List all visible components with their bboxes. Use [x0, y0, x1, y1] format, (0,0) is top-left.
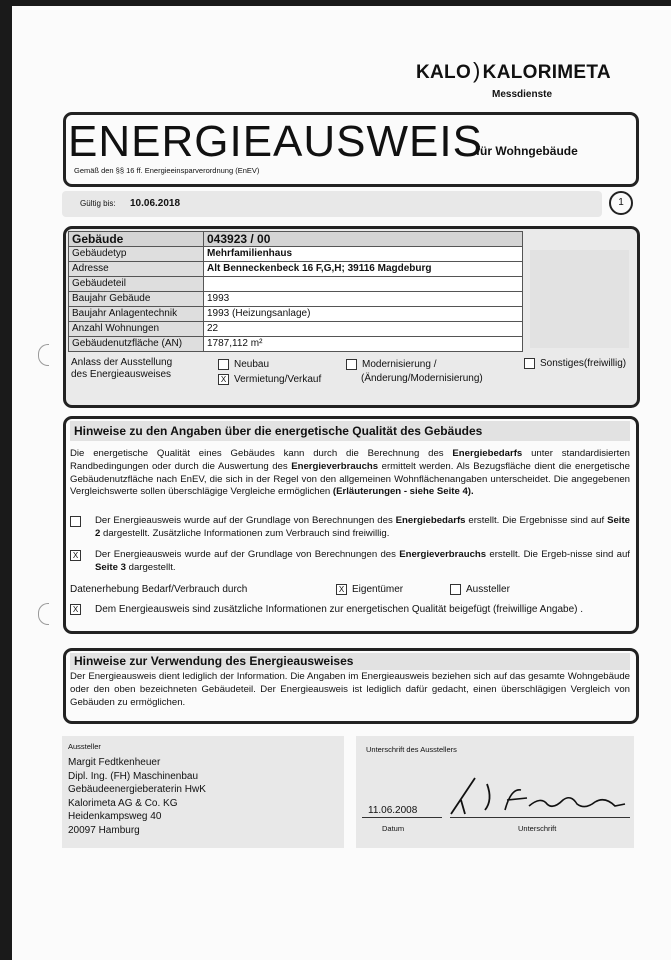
- text-run: Die energetische Qualität eines Gebäudes kann durch die Berechnung des: [70, 448, 453, 459]
- validity-label: Gültig bis:: [80, 199, 116, 208]
- option-sonstiges[interactable]: [524, 358, 626, 369]
- signature-date: 11.06.2008: [368, 805, 418, 816]
- quality-intro: [70, 448, 630, 499]
- row-label: Anzahl Wohnungen: [69, 322, 204, 337]
- text-run: erstellt. Die Ergebnisse sind auf: [465, 515, 608, 526]
- text-run-bold: Energieverbrauchs: [291, 460, 379, 472]
- binder-hole: [38, 344, 49, 366]
- text-run: unter standardisierten Randbedingungen oder durch die Auswertung des: [70, 448, 630, 472]
- option-consumption-based: [70, 549, 630, 575]
- checkbox-sonstiges[interactable]: [524, 358, 535, 369]
- issuer-line: Gebäudeenergieberaterin HwK: [68, 784, 206, 795]
- option-label: Vermietung/Verkauf: [234, 374, 322, 386]
- document-subtitle: für Wohngebäude: [476, 144, 578, 158]
- checkbox-consumption[interactable]: X: [70, 550, 81, 561]
- signature-sign-label: Unterschrift: [518, 824, 557, 833]
- handwritten-signature: [445, 770, 635, 822]
- text-run-bold: Energiebedarfs: [395, 515, 466, 526]
- legal-basis: Gemäß den §§ 16 ff. Energieeinsparverordnung (EnEV): [74, 166, 260, 175]
- signature-line: [450, 817, 630, 818]
- checkbox-demand[interactable]: [70, 516, 81, 527]
- option-modernisierung[interactable]: [346, 359, 436, 370]
- logo-subtitle: Messdienste: [492, 89, 553, 100]
- option-label: Sonstiges(freiwillig): [540, 358, 627, 370]
- building-table: [68, 231, 523, 352]
- plant-year-value: 1993 (Heizungsanlage): [204, 307, 523, 322]
- construction-year-value: 1993: [204, 292, 523, 307]
- building-head-row: [69, 232, 523, 247]
- table-row: [69, 247, 523, 262]
- option-label: Aussteller: [466, 584, 510, 596]
- apartments-value: 22: [204, 322, 523, 337]
- issuer-line: Margit Fedtkenheuer: [68, 757, 161, 768]
- option-modernisierung-sub: (Änderung/Modernisierung): [361, 373, 483, 384]
- row-label: Baujahr Anlagentechnik: [69, 307, 204, 322]
- option-neubau[interactable]: [218, 359, 269, 370]
- checkbox-extra-info[interactable]: X: [70, 604, 81, 615]
- consumption-text: [95, 549, 630, 575]
- signature-label: Unterschrift des Ausstellers: [366, 745, 457, 754]
- usable-area-value: 1787,112 m²: [204, 337, 523, 352]
- date-line: [362, 817, 442, 818]
- building-type-value: Mehrfamilienhaus: [204, 247, 523, 262]
- row-label: Gebäudetyp: [69, 247, 204, 262]
- option-label: Dem Energieausweis sind zusätzliche Informationen zur energetischen Qualität beigefügt (freiwillige Angabe) .: [95, 604, 584, 616]
- row-label: Adresse: [69, 262, 204, 277]
- text-run: dargestellt.: [125, 561, 176, 573]
- row-label: Gebäudeteil: [69, 277, 204, 292]
- checkbox-owner[interactable]: X: [336, 584, 347, 595]
- option-label: Modernisierung /: [362, 359, 437, 371]
- table-row: [69, 322, 523, 337]
- option-extra-info[interactable]: [70, 604, 583, 615]
- option-vermietung[interactable]: [218, 374, 321, 385]
- building-part-value: [204, 277, 523, 292]
- building-id: 043923 / 00: [204, 232, 523, 247]
- row-label: Baujahr Gebäude: [69, 292, 204, 307]
- page-number: 1: [609, 191, 633, 215]
- table-row: [69, 307, 523, 322]
- checkbox-vermietung[interactable]: X: [218, 374, 229, 385]
- text-run-bold: Seite 3: [95, 561, 126, 573]
- usage-text: Der Energieausweis dient lediglich der Information. Die Angaben im Energieausweis beziehen sich auf das gesamte Wohngebäude oder den oben bezeichneten Gebäudeteil. Der Energieausweis ist lediglich dafür gedacht, einen überschlägigen Vergleich von Gebäuden zu ermöglichen.: [70, 671, 630, 708]
- kalo-kalorimeta-logo: KALO) KALORIMETA: [416, 58, 611, 83]
- text-run-bold: (Erläuterungen - siehe Seite 4).: [332, 486, 474, 498]
- table-row: [69, 262, 523, 277]
- document-title: ENERGIEAUSWEIS: [68, 117, 483, 166]
- issuer-line: 20097 Hamburg: [68, 824, 140, 836]
- text-run: dargestellt. Zusätzliche Informationen zum Verbrauch sind freiwillig.: [100, 527, 390, 539]
- checkbox-modernisierung[interactable]: [346, 359, 357, 370]
- issuer-address: [68, 756, 206, 837]
- demand-text: [95, 515, 630, 541]
- building-head-label: Gebäude: [69, 232, 204, 247]
- issuer-line: Dipl. Ing. (FH) Maschinenbau: [68, 770, 199, 782]
- validity-date: 10.06.2018: [130, 198, 181, 209]
- checkbox-neubau[interactable]: [218, 359, 229, 370]
- date-label: Datum: [382, 824, 405, 833]
- usage-heading: Hinweise zur Verwendung des Energieausweises: [70, 653, 630, 670]
- table-row: [69, 337, 523, 352]
- row-label: Gebäudenutzfläche (AN): [69, 337, 204, 352]
- table-row: [69, 292, 523, 307]
- issuance-reason-label: [71, 357, 172, 381]
- option-label: Neubau: [234, 359, 270, 371]
- option-issuer[interactable]: [450, 584, 510, 595]
- survey-label: Datenerhebung Bedarf/Verbrauch durch: [70, 584, 248, 595]
- text-run-bold: Energiebedarfs: [452, 448, 523, 459]
- option-owner[interactable]: [336, 584, 403, 595]
- issuer-line: Heidenkampsweg 40: [68, 811, 162, 822]
- reason-label-line: Anlass der Ausstellung: [71, 357, 173, 368]
- option-label: Eigentümer: [352, 584, 404, 596]
- text-run: Der Energieausweis wurde auf der Grundlage von Berechnungen des: [95, 549, 400, 560]
- text-run-bold: Energieverbrauchs: [399, 549, 487, 560]
- issuer-label: Aussteller: [68, 742, 101, 751]
- text-run: erstellt. Die Ergeb-nisse sind auf: [486, 549, 630, 560]
- building-photo-area: [530, 250, 629, 348]
- address-value: Alt Benneckenbeck 16 F,G,H; 39116 Magdeburg: [204, 262, 523, 277]
- text-run: Der Energieausweis wurde auf der Grundlage von Berechnungen des: [95, 515, 396, 526]
- binder-hole: [38, 603, 49, 625]
- checkbox-issuer[interactable]: [450, 584, 461, 595]
- quality-heading: Hinweise zu den Angaben über die energetische Qualität des Gebäudes: [70, 421, 630, 441]
- text-run: ermittelt werden. Als Bezugsfläche dient die energetische Gebäudenutzfläche nach EnEV, die sich in der Regel von den allgemeinen Wohnflächenangaben unterscheidet. Die angegebenen Vergleichswerte sollen überschlägige Vergleiche ermöglichen: [70, 460, 630, 498]
- issuer-line: Kalorimeta AG & Co. KG: [68, 797, 178, 809]
- text-run-bold: Seite 2: [95, 515, 630, 539]
- option-demand-based: [70, 515, 630, 541]
- reason-label-line: des Energieausweises: [71, 369, 172, 380]
- table-row: [69, 277, 523, 292]
